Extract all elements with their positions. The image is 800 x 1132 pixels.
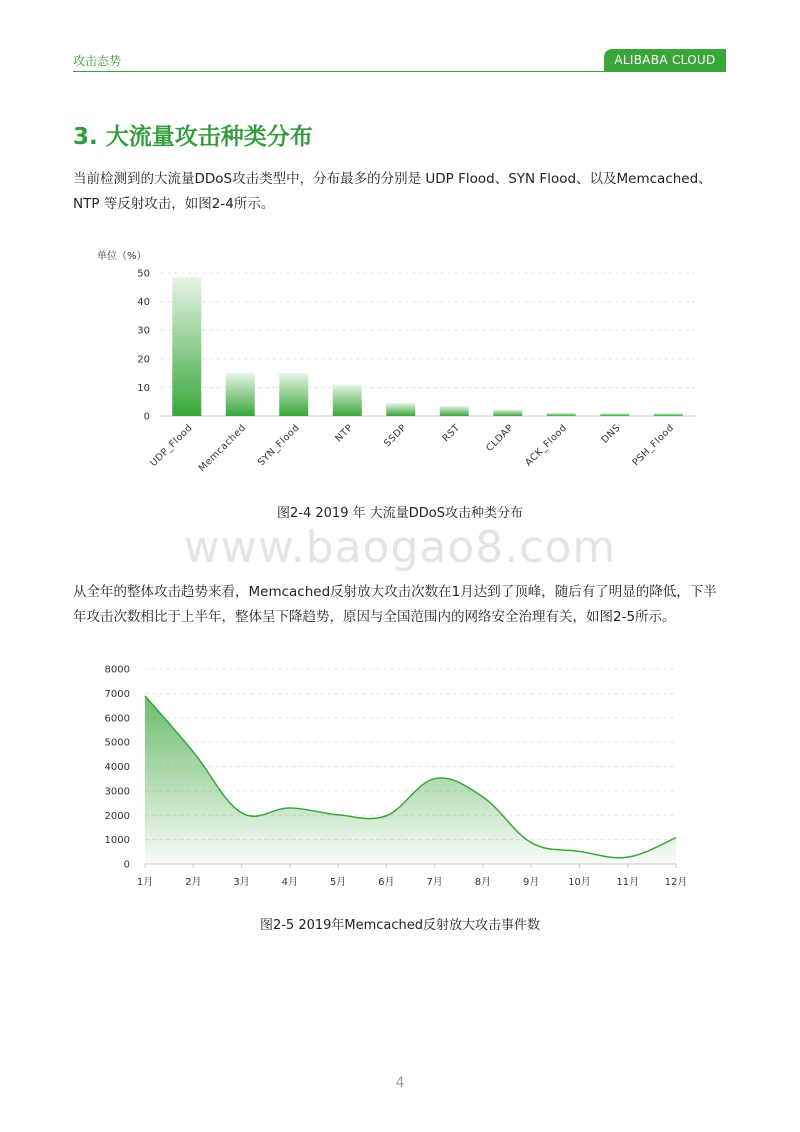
- bar-UDP_Flood: [172, 277, 201, 416]
- line-x-tick-label: 7月: [426, 877, 443, 888]
- paragraph-intro: 当前检测到的大流量DDoS攻击类型中，分布最多的分别是 UDP Flood、SYN Flood、以及Memcached、NTP 等反射攻击，如图2-4所示。: [73, 171, 712, 212]
- header-divider: [73, 71, 726, 72]
- line-y-tick-label: 4000: [104, 762, 130, 773]
- header-section-label: 攻击态势: [73, 54, 122, 68]
- line-x-tick-label: 10月: [568, 877, 591, 888]
- line-x-tick-label: 11月: [616, 877, 640, 888]
- bar-x-tick-label: RST: [440, 422, 463, 445]
- bar-Memcached: [226, 373, 255, 416]
- attack-type-bar-chart: [0, 235, 800, 495]
- section-title: 3. 大流量攻击种类分布: [73, 124, 313, 150]
- bar-x-tick-label: Memcached: [196, 422, 249, 474]
- bar-x-tick-label: DNS: [599, 422, 623, 446]
- bar-x-tick-label: NTP: [333, 422, 356, 445]
- line-x-tick-label: 2月: [185, 877, 202, 888]
- line-y-tick-label: 0: [123, 859, 130, 871]
- memcached-trend-area-chart: [0, 650, 800, 895]
- line-x-tick-label: 8月: [474, 877, 492, 888]
- line-x-tick-label: 12月: [664, 877, 688, 888]
- bar-y-tick-label: 40: [137, 297, 150, 309]
- line-y-tick-label: 3000: [104, 786, 130, 798]
- line-y-tick-label: 2000: [104, 810, 130, 822]
- bar-SSDP: [386, 403, 415, 416]
- bar-PSH_Flood: [654, 413, 683, 416]
- line-y-tick-label: 8000: [104, 664, 130, 676]
- bar-x-tick-label: SYN_Flood: [255, 422, 302, 469]
- line-y-tick-label: 5000: [104, 737, 130, 749]
- bar-y-tick-label: 10: [137, 382, 150, 394]
- bar-y-axis-label: 单位（%）: [97, 251, 147, 262]
- page-number: 4: [395, 1075, 405, 1091]
- bar-CLDAP: [493, 410, 522, 416]
- bar-x-tick-label: UDP_Flood: [148, 422, 195, 470]
- paragraph-trend: 从全年的整体攻击趋势来看，Memcached反射放大攻击次数在1月达到了顶峰，随后有了明显的降低，下半年攻击次数相比于上半年，整体呈下降趋势，原因与全国范围内的网络安全治理有关，如图2-5所示。: [73, 584, 717, 625]
- line-y-tick-label: 1000: [104, 835, 130, 847]
- bar-RST: [440, 406, 469, 416]
- bar-x-tick-label: ACK_Flood: [523, 422, 570, 469]
- bar-DNS: [600, 413, 629, 416]
- bar-x-tick-label: PSH_Flood: [630, 422, 677, 469]
- bar-y-tick-label: 0: [143, 411, 150, 423]
- line-x-tick-label: 1月: [136, 877, 154, 888]
- bar-x-tick-label: SSDP: [381, 422, 409, 450]
- bar-SYN_Flood: [279, 373, 308, 416]
- line-x-tick-label: 5月: [329, 877, 347, 888]
- line-x-tick-label: 6月: [378, 877, 395, 888]
- brand-tag: ALIBABA CLOUD: [604, 49, 726, 71]
- bar-y-tick-label: 30: [137, 325, 150, 337]
- bar-y-tick-label: 20: [137, 354, 150, 366]
- watermark: www.baogao8.com: [183, 522, 617, 573]
- figure-caption-2-5: 图2-5 2019年Memcached反射放大攻击事件数: [259, 918, 541, 933]
- line-x-tick-label: 9月: [522, 877, 540, 888]
- bar-NTP: [333, 385, 362, 416]
- figure-caption-2-4: 图2-4 2019 年 大流量DDoS攻击种类分布: [277, 506, 523, 521]
- line-x-tick-label: 3月: [233, 877, 250, 888]
- bar-x-tick-label: CLDAP: [484, 422, 516, 455]
- line-y-tick-label: 7000: [104, 688, 130, 700]
- series-area-fill: [145, 696, 676, 864]
- line-x-tick-label: 4月: [281, 877, 299, 888]
- bar-y-tick-label: 50: [137, 268, 150, 280]
- line-y-tick-label: 6000: [104, 713, 130, 725]
- bar-ACK_Flood: [547, 413, 576, 416]
